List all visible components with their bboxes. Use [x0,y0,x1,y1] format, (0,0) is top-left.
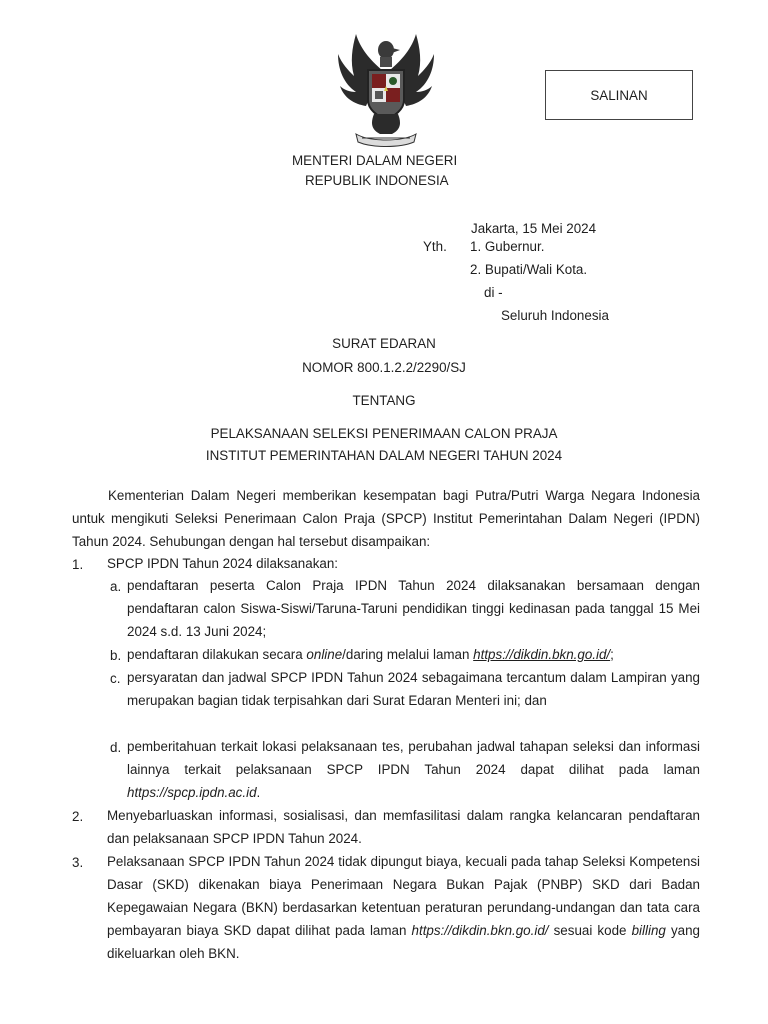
item1b-pre: pendaftaran dilakukan secara [127,647,307,662]
item1b-label: b. [110,648,122,663]
item1a-text: pendaftaran peserta Calon Praja IPDN Tahun 2024 dilaksanakan bersamaan dengan pendaftaran calon Siswa-Siswi/Taruna-Taruni pendidikan tinggi kedinasan pada tanggal 15 Mei 2024 s.d. 13 Juni 2024; [127,578,700,639]
di-label: di - [484,285,503,300]
item3-end: yang dikeluarkan oleh BKN. [107,923,700,961]
doc-type: SURAT EDARAN [332,336,436,351]
tentang-label: TENTANG [352,393,416,408]
item1-text: SPCP IPDN Tahun 2024 dilaksanakan: [107,556,339,571]
item1d-main: pemberitahuan terkait lokasi pelaksanaan tes, perubahan jadwal tahapan seleksi dan informasi lainnya terkait pelaksanaan SPCP IPDN Tahun 2024 dapat dilihat pada laman [127,739,700,777]
item1c-text: persyaratan dan jadwal SPCP IPDN Tahun 2024 sebagaimana tercantum dalam Lampiran yang merupakan bagian tidak terpisahkan dari Surat Edaran Menteri ini; dan [127,670,700,708]
salinan-stamp [545,70,693,120]
ministry-line2: REPUBLIK INDONESIA [305,173,449,188]
spcp-link[interactable]: https://spcp.ipdn.ac.id [127,785,257,800]
item1-number: 1. [72,557,84,572]
item1c-label: c. [110,671,121,686]
dikdin-link[interactable]: https://dikdin.bkn.go.id/ [473,647,611,662]
doc-number: NOMOR 800.1.2.2/2290/SJ [302,360,466,375]
item2-number: 2. [72,809,84,824]
subject-line1: PELAKSANAAN SELEKSI PENERIMAAN CALON PRAJA [210,426,558,441]
item1d-text [127,735,700,804]
recipient-place: Seluruh Indonesia [501,308,609,323]
intro-text: Kementerian Dalam Negeri memberikan kesempatan bagi Putra/Putri Warga Negara Indonesia untuk mengikuti Seleksi Penerimaan Calon Praja (SPCP) Institut Pemerintahan Dalam Negeri (IPDN) Tahun 2024. Sehubungan dengan hal tersebut disampaikan: [72,488,700,549]
item1b-end: ; [610,647,614,662]
item1b-mid: /daring melalui laman [342,647,474,662]
item3-mid: sesuai kode [548,923,632,938]
item1d-end: . [256,785,261,800]
dikdin-link-2[interactable]: https://dikdin.bkn.go.id/ [411,923,549,938]
recipient-1: 1. Gubernur. [470,239,545,254]
item3-italic: billing [631,923,666,938]
item1a-label: a. [110,579,122,594]
item3-text [107,850,700,965]
garuda-emblem-icon [330,30,442,148]
item1b-text [127,643,700,666]
subject-line2: INSTITUT PEMERINTAHAN DALAM NEGERI TAHUN 2024 [205,448,563,463]
item1b-italic: online [306,647,343,662]
item2-text: Menyebarluaskan informasi, sosialisasi, dan memfasilitasi dalam rangka kelancaran pendaftaran dan pelaksanaan SPCP IPDN Tahun 2024. [107,808,700,846]
yth-label: Yth. [423,239,447,254]
item1d-label: d. [110,740,122,755]
item3-number: 3. [72,855,84,870]
intro-paragraph [72,484,700,553]
recipient-2: 2. Bupati/Wali Kota. [470,262,588,277]
letter-date: Jakarta, 15 Mei 2024 [471,221,597,236]
item3-main: Pelaksanaan SPCP IPDN Tahun 2024 tidak dipungut biaya, kecuali pada tahap Seleksi Kompetensi Dasar (SKD) dikenakan biaya Penerimaan Negara Bukan Pajak (PNBP) SKD dari Badan Kepegawaian Negara (BKN) berdasarkan ketentuan peraturan perundang-undangan dan tata cara pembayaran biaya SKD dapat dilihat pada laman [107,854,700,938]
salinan-label: SALINAN [590,87,648,103]
ministry-line1: MENTERI DALAM NEGERI [292,153,458,168]
